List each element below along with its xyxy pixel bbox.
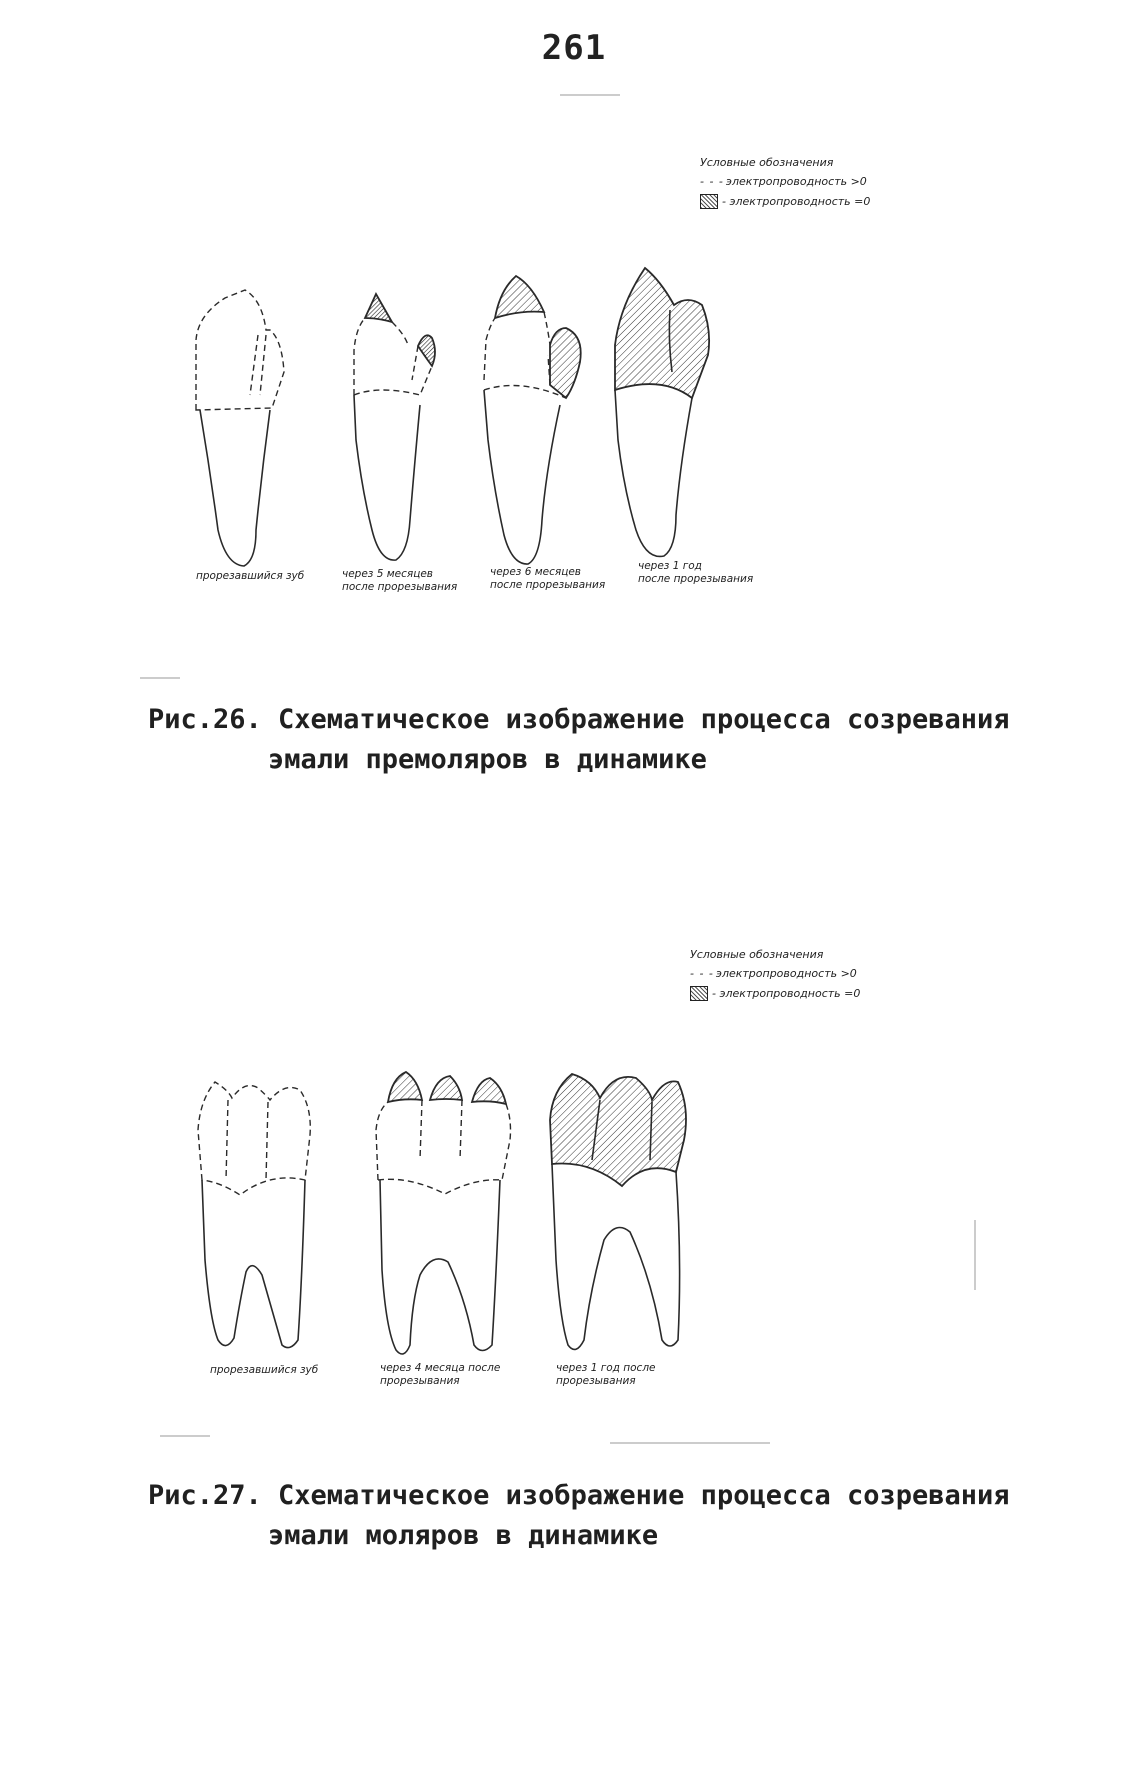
page-number: 261 [541, 28, 607, 68]
premolar-erupted [196, 290, 284, 566]
stage-label-6-months: через 6 месяцев после прорезывания [490, 566, 606, 591]
caption-line-2: эмали моляров в динамике [268, 1520, 659, 1551]
legend-label: электропроводность >0 [725, 175, 867, 188]
premolar-5-months [354, 294, 435, 560]
hatch-swatch-icon [700, 194, 718, 209]
stage-label-erupted: прорезавшийся зуб [210, 1364, 319, 1376]
legend-label: - электропроводность =0 [712, 987, 861, 1000]
legend-label: электропроводность >0 [715, 967, 857, 980]
premolar-6-months [484, 276, 581, 564]
caption-line-1: Рис.26. Схематическое изображение процесса созревания [148, 704, 1010, 735]
legend-label: - электропроводность =0 [722, 195, 871, 208]
caption-fig27 [148, 1476, 1028, 1556]
caption-line-2: эмали премоляров в динамике [268, 744, 707, 775]
legend-item-hatched [700, 194, 870, 209]
molar-4-months [376, 1072, 511, 1354]
dashed-line-marker: - - - [690, 967, 714, 980]
legend-fig27 [690, 948, 860, 1007]
hatch-swatch-icon [690, 986, 708, 1001]
legend-title: Условные обозначения [690, 948, 824, 961]
legend-item-dashed [700, 175, 870, 188]
molar-erupted [198, 1082, 310, 1348]
stage-label-erupted: прорезавшийся зуб [196, 570, 305, 582]
legend-item-hatched [690, 986, 860, 1001]
premolar-1-year [615, 268, 709, 556]
legend-fig26 [700, 156, 870, 215]
molar-1-year [550, 1074, 686, 1349]
stage-label-1-year: через 1 год после прорезывания [556, 1362, 656, 1387]
dashed-line-marker: - - - [700, 175, 724, 188]
stage-label-1-year: через 1 год после прорезывания [638, 560, 754, 585]
stage-label-5-months: через 5 месяцев после прорезывания [342, 568, 458, 593]
legend-item-dashed [690, 967, 860, 980]
caption-fig26 [148, 700, 1028, 780]
stage-label-4-months: через 4 месяца после прорезывания [380, 1362, 501, 1387]
legend-title: Условные обозначения [700, 156, 834, 169]
caption-line-1: Рис.27. Схематическое изображение процесса созревания [148, 1480, 1010, 1511]
